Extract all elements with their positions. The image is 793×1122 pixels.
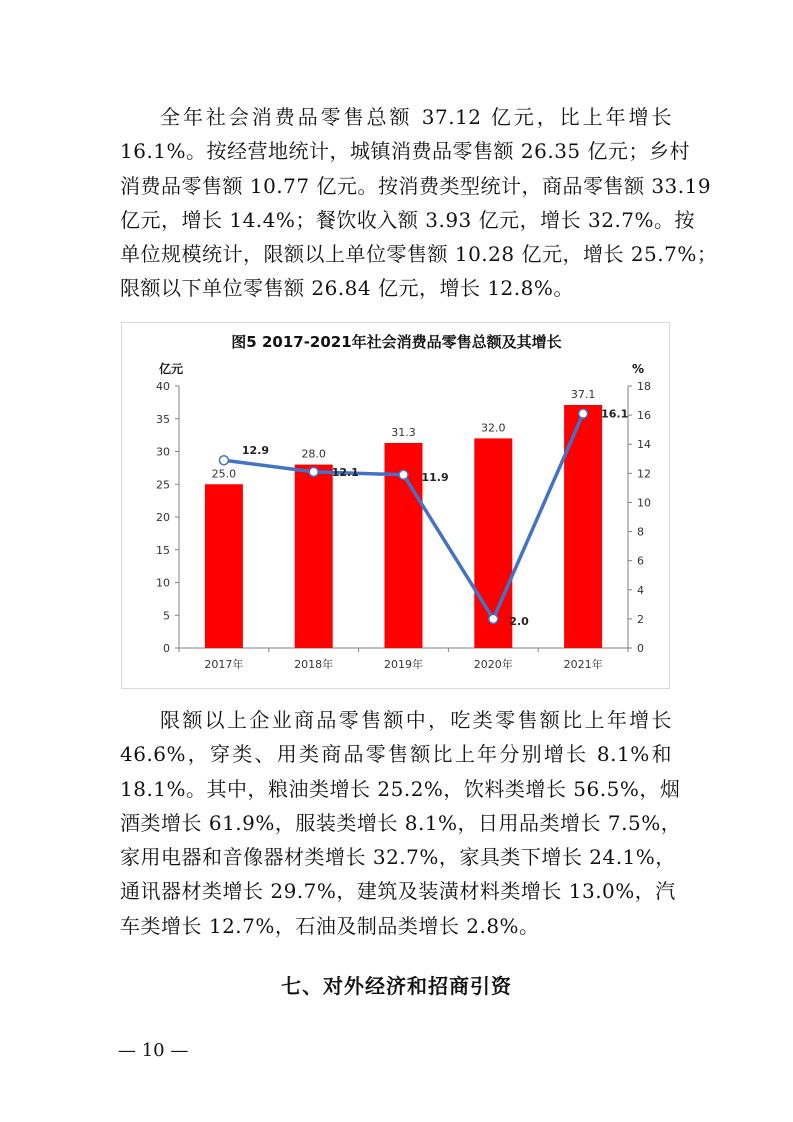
- paragraph-line: 46.6%，穿类、用类商品零售额比上年分别增长 8.1%和: [120, 742, 672, 767]
- bar: [295, 465, 333, 648]
- paragraph-line: 全年社会消费品零售总额 37.12 亿元，比上年增长: [160, 105, 672, 129]
- bar-data-label: 37.1: [570, 387, 596, 401]
- right-axis-tick-label: 18: [637, 380, 651, 393]
- growth-point: [489, 614, 498, 623]
- x-axis-category-label: 2019年: [384, 658, 423, 671]
- right-axis-tick-label: 12: [637, 467, 651, 481]
- growth-data-label: 2.0: [509, 614, 529, 628]
- right-axis-tick-label: 0: [637, 642, 644, 655]
- growth-data-label: 16.1: [601, 407, 629, 421]
- right-axis-unit: %: [632, 362, 645, 376]
- x-axis-category-label: 2017年: [204, 658, 244, 671]
- retail-sales-chart: [122, 323, 669, 688]
- left-axis-tick-label: 10: [156, 576, 170, 590]
- paragraph-line: 亿元，增长 14.4%；餐饮收入额 3.93 亿元，增长 32.7%。按: [120, 207, 696, 232]
- right-axis-tick-label: 16: [637, 409, 651, 423]
- left-axis-tick-label: 30: [156, 445, 170, 459]
- paragraph-line: 消费品零售额 10.77 亿元。按消费类型统计，商品零售额 33.19: [120, 173, 712, 198]
- left-axis-tick-label: 15: [156, 543, 170, 557]
- right-axis-tick-label: 2: [637, 612, 644, 626]
- left-axis-unit: 亿元: [159, 362, 184, 376]
- left-axis-tick-label: 20: [156, 511, 170, 524]
- paragraph-line: 16.1%。按经营地统计，城镇消费品零售额 26.35 亿元；乡村: [120, 139, 691, 164]
- bar-data-label: 31.3: [391, 425, 416, 439]
- growth-point: [309, 467, 318, 476]
- bar-data-label: 28.0: [301, 447, 326, 461]
- paragraph-line: 18.1%。其中，粮油类增长 25.2%，饮料类增长 56.5%，烟: [120, 776, 681, 801]
- paragraph-category-sales: [120, 703, 682, 943]
- bar-data-label: 32.0: [481, 421, 506, 435]
- growth-data-label: 12.1: [331, 465, 359, 479]
- growth-point: [399, 470, 408, 479]
- right-axis-tick-label: 10: [637, 496, 651, 510]
- chart-figure: [121, 322, 670, 689]
- left-axis-tick-label: 5: [163, 609, 170, 623]
- right-axis-tick-label: 6: [637, 554, 644, 568]
- left-axis-tick-label: 0: [163, 642, 170, 655]
- paragraph-line: 车类增长 12.7%，石油及制品类增长 2.8%。: [120, 913, 540, 938]
- bar: [205, 484, 243, 648]
- chart-title: 图5 2017-2021年社会消费品零售总额及其增长: [231, 333, 562, 351]
- growth-point: [219, 456, 228, 465]
- growth-point: [579, 409, 588, 418]
- right-axis-tick-label: 4: [637, 583, 644, 597]
- growth-data-label: 12.9: [241, 444, 270, 458]
- paragraph-line: 限额以上企业商品零售额中，吃类零售额比上年增长: [160, 708, 672, 732]
- bar-data-label: 25.0: [211, 467, 237, 481]
- paragraph-line: 家用电器和音像器材类增长 32.7%，家具类下增长 24.1%，: [120, 845, 676, 870]
- left-axis-tick-label: 35: [156, 412, 170, 426]
- left-axis-tick-label: 40: [156, 380, 170, 393]
- page-number: — 10 —: [118, 1040, 189, 1061]
- x-axis-category-label: 2020年: [473, 658, 513, 671]
- paragraph-line: 限额以下单位零售额 26.84 亿元，增长 12.8%。: [120, 276, 574, 301]
- left-axis-tick-label: 25: [156, 478, 170, 492]
- paragraph-line: 酒类增长 61.9%，服装类增长 8.1%，日用品类增长 7.5%，: [120, 810, 682, 835]
- paragraph-line: 单位规模统计，限额以上单位零售额 10.28 亿元，增长 25.7%；: [120, 242, 718, 267]
- x-axis-category-label: 2021年: [563, 658, 603, 671]
- section-heading: 七、对外经济和招商引资: [281, 974, 512, 998]
- right-axis-tick-label: 14: [637, 438, 651, 452]
- right-axis-tick-label: 8: [637, 525, 644, 539]
- growth-data-label: 11.9: [421, 470, 449, 484]
- paragraph-retail-sales: [120, 100, 718, 306]
- paragraph-line: 通讯器材类增长 29.7%，建筑及装潢材料类增长 13.0%，汽: [120, 879, 676, 904]
- x-axis-category-label: 2018年: [294, 658, 334, 671]
